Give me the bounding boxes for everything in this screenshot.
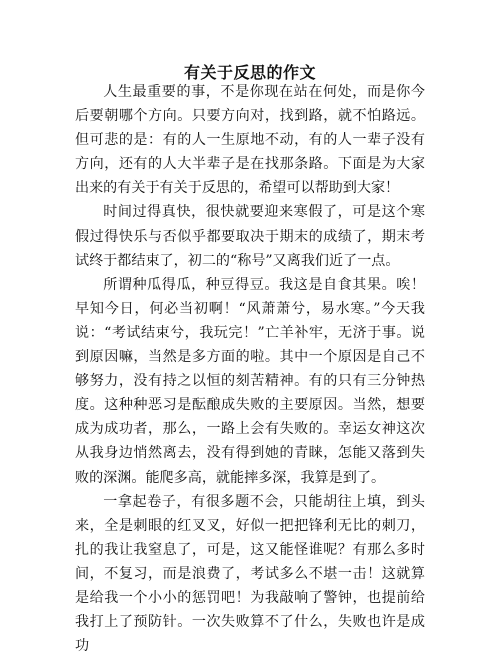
article-body <box>75 80 425 658</box>
paragraph-4: 一拿起卷子，有很多题不会，只能胡往上填，到头来，全是刺眼的红叉叉，好似一把把锋利无比的刺刀，扎的我让我窒息了，可是，这又能怪谁呢？有那么多时间，不复习，而是浪费了，考试多么不堪一击！这就算是给我一个小小的惩罚吧！为我敲响了警钟，也提前给我打上了预防针。一次失败算不了什么，失败也许是成功 <box>75 493 425 655</box>
paragraph-1: 人生最重要的事，不是你现在站在何处，而是你今后要朝哪个方向。只要方向对，找到路，就不怕路远。但可悲的是：有的人一生原地不动，有的人一辈子没有方向，还有的人大半辈子是在找那条路。下面是为大家出来的有关于有关于反思的，希望可以帮助到大家！ <box>75 84 425 197</box>
paragraph-2: 时间过得真快，很快就要迎来寒假了，可是这个寒假过得快乐与否似乎都要取决于期末的成绩了，期末考试终于都结束了，初二的“称号”又离我们近了一点。 <box>75 204 425 269</box>
paragraph-3: 所谓种瓜得瓜，种豆得豆。我这是自食其果。唉！早知今日，何必当初啊！“风萧萧兮，易水寒。”今天我说：“考试结束兮，我玩完！”亡羊补牢，无济于事。说到原因嘛，当然是多方面的啦。其中一个原因是自己不够努力，没有持之以恒的刻苦精神。有的只有三分钟热度。这种种恶习是酝酿成失败的主要原因。当然，想要成为成功者，那么，一路上会有失败的。幸运女神这次从我身边悄然离去，没有得到她的青睐，怎能又落到失败的深渊。能爬多高，就能摔多深，我算是到了。 <box>75 276 425 486</box>
page-title: 有关于反思的作文 <box>183 63 316 82</box>
